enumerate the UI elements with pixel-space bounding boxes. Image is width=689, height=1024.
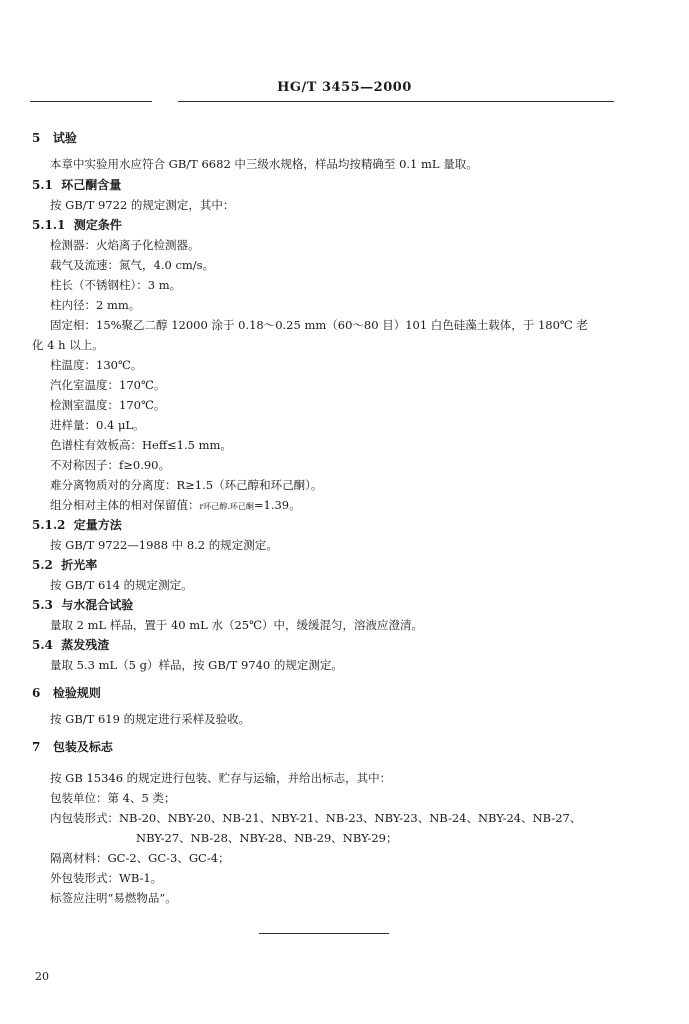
section-number: 5.1.2 (32, 518, 66, 532)
end-rule (259, 933, 389, 934)
section-5-2-heading (32, 558, 97, 572)
section-title: 定量方法 (73, 518, 122, 532)
section-title: 折光率 (61, 558, 98, 572)
section-title: 蒸发残渣 (61, 638, 110, 652)
condition-line: 进样量：0.4 μL。 (50, 418, 145, 432)
section-7-heading (32, 740, 113, 754)
section-5-intro: 本章中实验用水应符合 GB/T 6682 中三级水规格，样品均按精确至 0.1 mL 量取。 (50, 157, 478, 171)
section-number: 5.1 (32, 178, 53, 192)
condition-line: 检测室温度：170℃。 (50, 398, 166, 412)
section-7-line: 隔离材料：GC-2、GC-3、GC-4； (50, 851, 230, 865)
condition-line: 固定相：15%聚乙二醇 12000 涂于 0.18～0.25 mm（60～80 目）101 白色硅藻土载体，于 180℃ 老 (50, 318, 588, 332)
section-5-3-text: 量取 2 mL 样品，置于 40 mL 水（25℃）中，缓缓混匀，溶液应澄清。 (50, 618, 423, 632)
section-number: 5.3 (32, 598, 53, 612)
section-number: 5.4 (32, 638, 53, 652)
section-5-1-2-heading (32, 518, 122, 532)
section-title: 包装及标志 (52, 740, 113, 754)
condition-line: 检测器：火焰离子化检测器。 (50, 238, 200, 252)
relative-retention-subscript: r环己醇.环己酮 (199, 502, 254, 511)
section-number: 6 (32, 686, 41, 700)
section-6-text: 按 GB/T 619 的规定进行采样及验收。 (50, 712, 251, 726)
page-number: 20 (35, 970, 49, 983)
section-number: 5.1.1 (32, 218, 66, 232)
section-5-2-text: 按 GB/T 614 的规定测定。 (50, 578, 193, 592)
condition-line: 化 4 h 以上。 (32, 338, 104, 352)
section-5-4-text: 量取 5.3 mL（5 g）样品，按 GB/T 9740 的规定测定。 (50, 658, 343, 672)
section-title: 环己酮含量 (61, 178, 122, 192)
section-5-1-text: 按 GB/T 9722 的规定测定，其中： (50, 198, 235, 212)
section-title: 测定条件 (73, 218, 122, 232)
condition-line: 柱内径：2 mm。 (50, 298, 141, 312)
condition-line: 载气及流速：氮气，4.0 cm/s。 (50, 258, 215, 272)
section-7-line: 外包装形式：WB-1。 (50, 871, 163, 885)
section-5-3-heading (32, 598, 133, 612)
header-rule-right (178, 101, 614, 102)
section-5-heading (32, 131, 77, 145)
section-title: 与水混合试验 (61, 598, 134, 612)
section-7-line: 包装单位：第 4、5 类； (50, 791, 176, 805)
section-7-line: 内包装形式：NB-20、NBY-20、NB-21、NBY-21、NB-23、NBY-23、NB-24、NBY-24、NB-27、 (50, 811, 582, 825)
condition-line: 柱长（不锈钢柱）：3 m。 (50, 278, 182, 292)
section-number: 5 (32, 131, 41, 145)
section-5-4-heading (32, 638, 109, 652)
section-7-line: 按 GB 15346 的规定进行包装、贮存与运输，并给出标志，其中： (50, 771, 392, 785)
condition-line: 汽化室温度：170℃。 (50, 378, 166, 392)
section-title: 试验 (52, 131, 77, 145)
section-5-1-2-text: 按 GB/T 9722—1988 中 8.2 的规定测定。 (50, 538, 278, 552)
condition-line: 柱温度：130℃。 (50, 358, 143, 372)
section-5-1-1-heading (32, 218, 122, 232)
relative-retention-line (50, 498, 301, 514)
section-7-line: 标签应注明“易燃物品”。 (50, 891, 177, 905)
relative-retention-value: =1.39。 (253, 498, 301, 512)
section-number: 5.2 (32, 558, 53, 572)
relative-retention-prefix: 组分相对主体的相对保留值： (50, 498, 200, 512)
condition-line: 难分离物质对的分离度：R≥1.5（环己醇和环己酮）。 (50, 478, 323, 492)
section-title: 检验规则 (52, 686, 101, 700)
section-6-heading (32, 686, 101, 700)
standard-code-header: HG/T 3455—2000 (277, 80, 412, 95)
section-5-1-heading (32, 178, 121, 192)
header-rule-left (30, 101, 152, 102)
section-7-line: NBY-27、NB-28、NBY-28、NB-29、NBY-29； (136, 831, 398, 845)
condition-line: 色谱柱有效板高：Heff≤1.5 mm。 (50, 438, 232, 452)
condition-line: 不对称因子：f≥0.90。 (50, 458, 170, 472)
section-number: 7 (32, 740, 41, 754)
